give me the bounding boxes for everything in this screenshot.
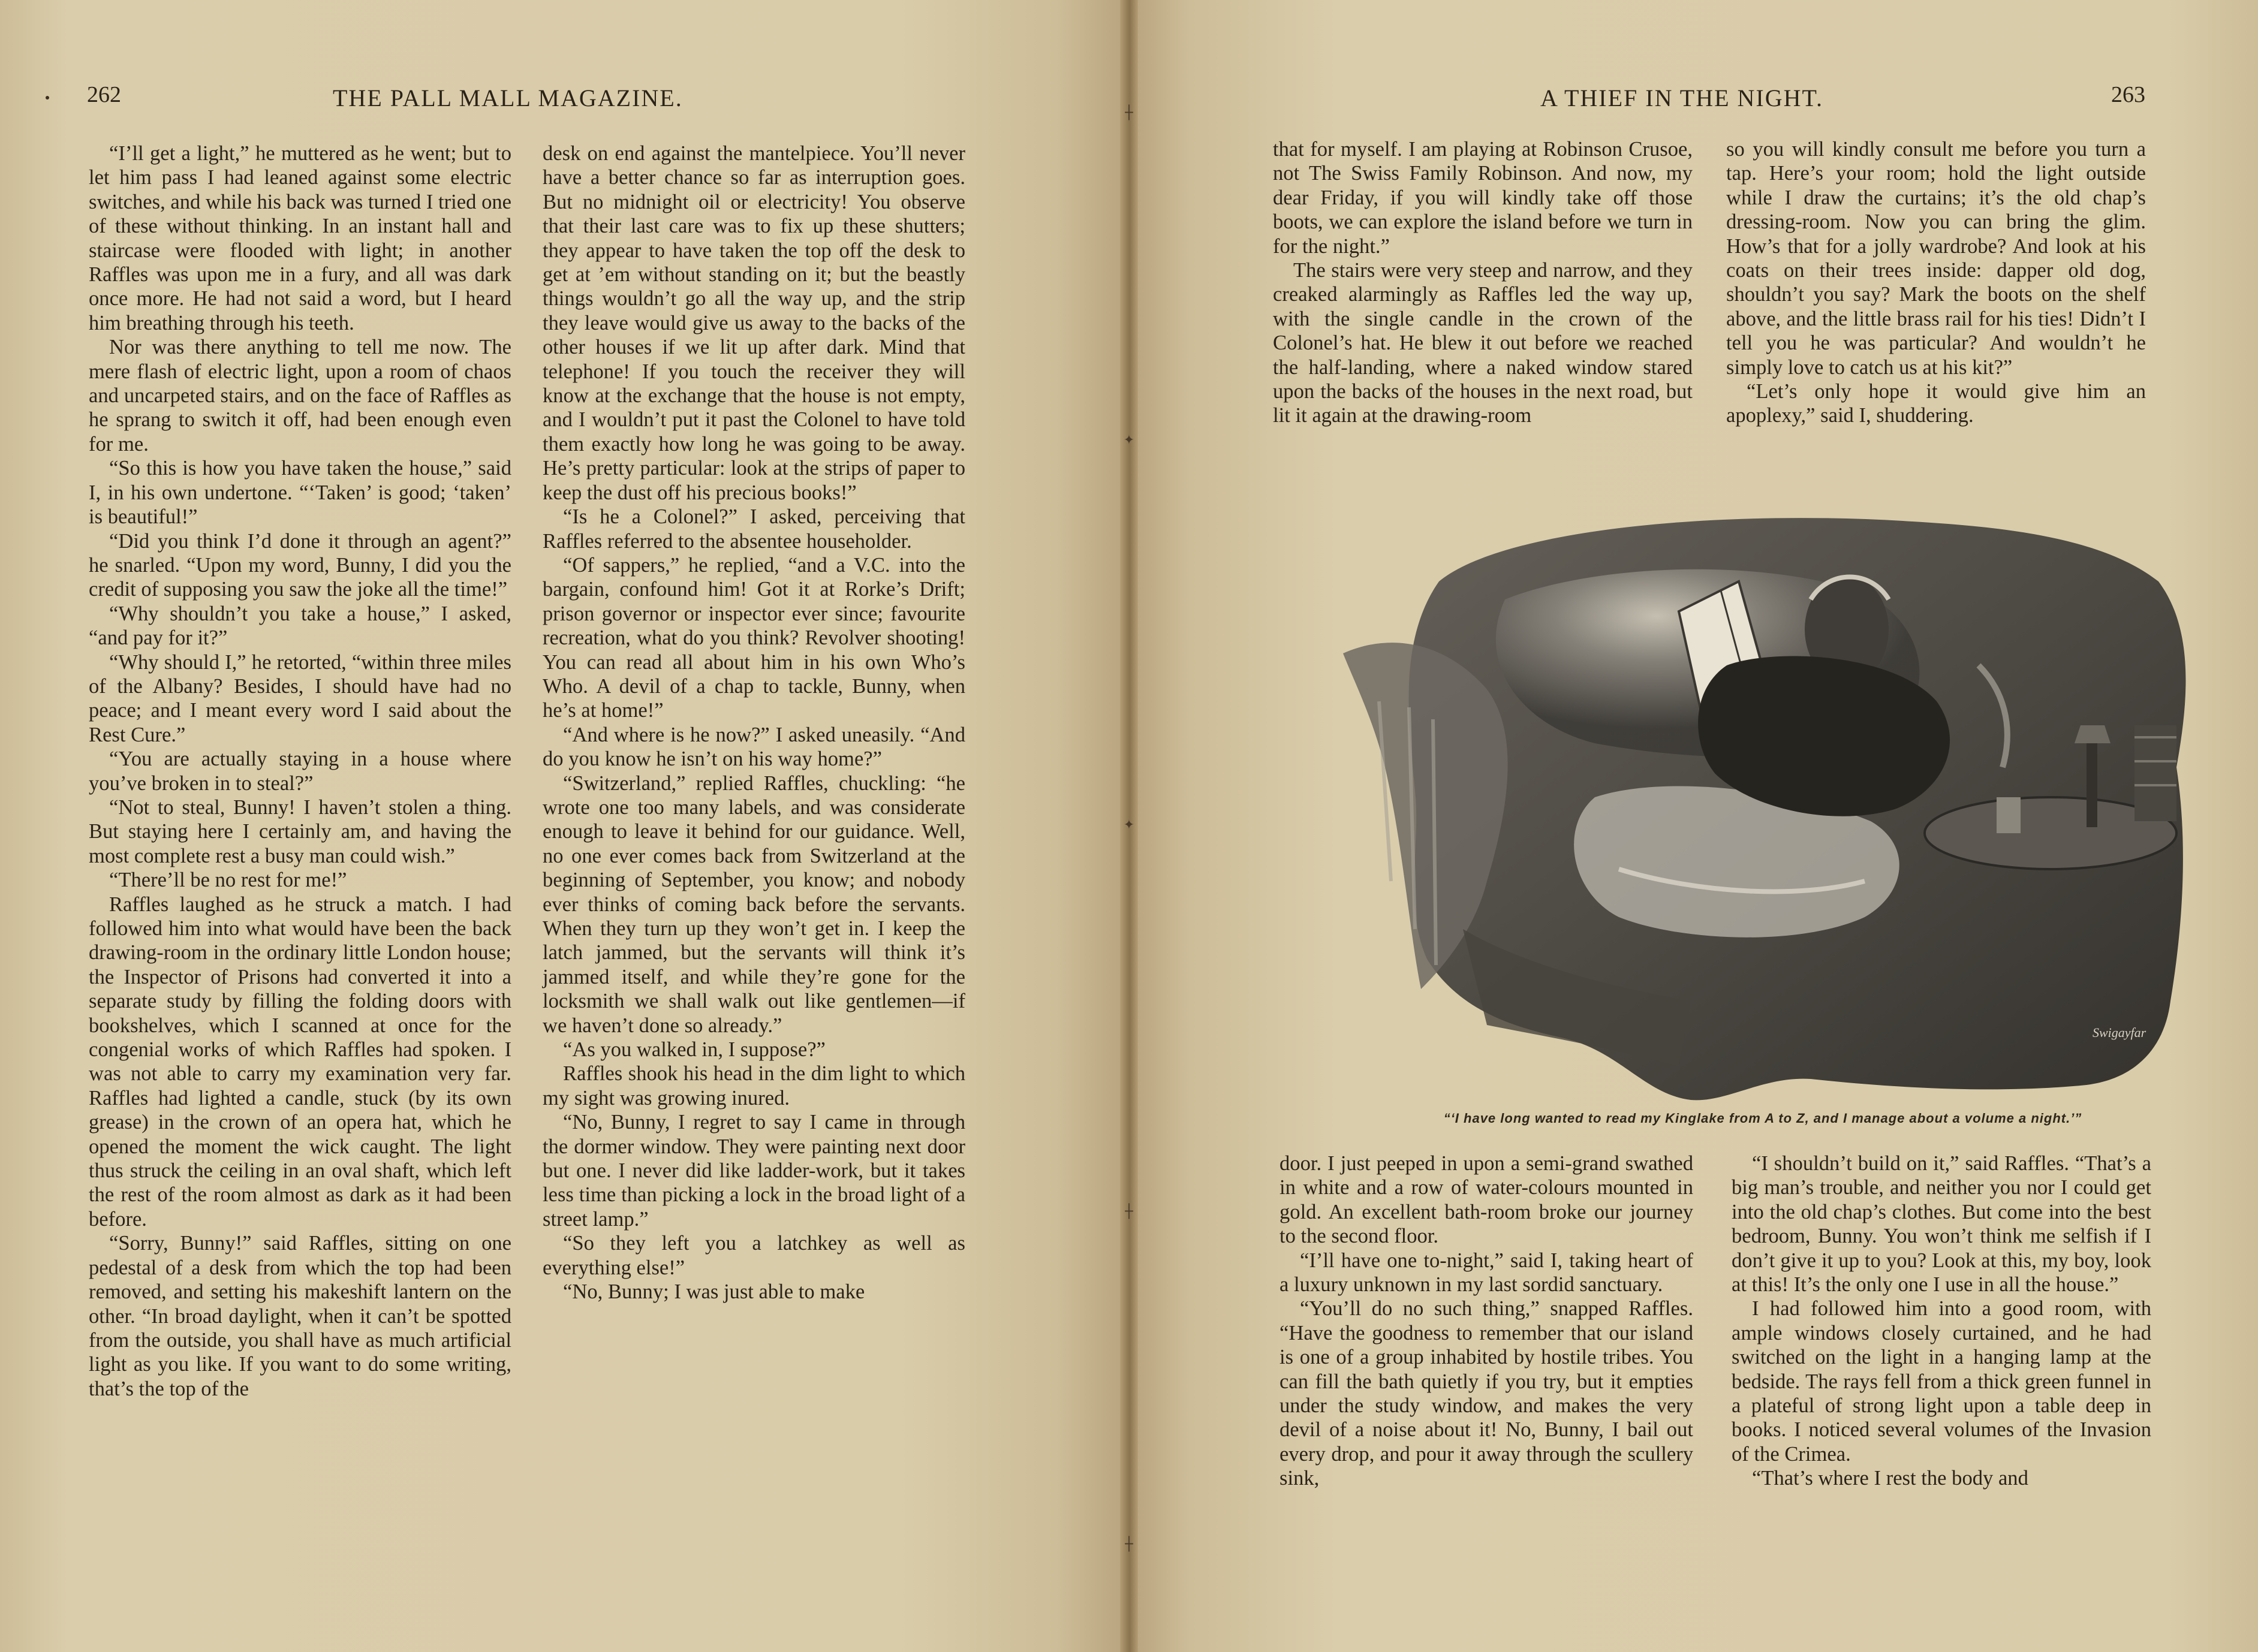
illustration-signature: Swigayfar — [2093, 1025, 2146, 1040]
paragraph: “You are actually staying in a house where you’ve broken in to steal?” — [89, 747, 511, 795]
illustration-reading-in-bed — [1307, 510, 2212, 1103]
paragraph: “I’ll get a light,” he muttered as he went; but to let him pass I had leaned against some electric switches, and while his back was turned I tried one of these without thinking. In an instant hall and staircase were flooded with light; in another Raffles was upon me in a fury, and all was dark once more. He had not said a word, but I heard him breathing through his teeth. — [89, 142, 511, 334]
paragraph: “No, Bunny, I regret to say I came in through the dormer window. They were painting next door but one. I never did like ladder-work, but it takes less time than picking a lock in the broad light of a street lamp.” — [543, 1111, 965, 1231]
paragraph: “Why shouldn’t you take a house,” I asked, “and pay for it?” — [89, 602, 511, 650]
right-page-column-2-top — [1726, 137, 2146, 428]
paragraph: “As you walked in, I suppose?” — [563, 1038, 826, 1062]
paragraph: so you will kindly consult me before you turn a tap. Here’s your room; hold the light outside while I draw the curtains; it’s the old chap’s dressing-room. Now you can bring the glim. How’s that for a jolly wardrobe? And look at his coats on their trees inside: dapper old dog, shouldn’t you say? Mark the boots on the shelf above, and the little brass rail for his ties! Didn’t I tell you he was particular? And wouldn’t he simply love to catch us at his kit?” — [1726, 138, 2146, 379]
paragraph: “I’ll have one to-night,” said I, taking heart of a luxury unknown in my last sordid sanctuary. — [1279, 1249, 1693, 1297]
paragraph: “Did you think I’d done it through an agent?” he snarled. “Upon my word, Bunny, I did you the credit of supposing you saw the joke all the time!” — [89, 529, 511, 601]
paragraph: desk on end against the mantelpiece. You’ll never have a better chance so far as interruption goes. But no midnight oil or electricity! You observe that their last care was to fix up these shutters; they appear to have taken the top off the desk to get at ’em without standing on it; but the beastly things wouldn’t go all the way up, and the strip they leave would give us away to the backs of the other houses if we lit up after dark. Mind that telephone! If you touch the receiver they will know at the exchange that the house is not empty, and I wouldn’t put it past the Colonel to have told them exactly how long he was going to be away. He’s pretty particular: look at the strips of paper to keep the dust off his precious books!” — [543, 142, 965, 504]
binding-stitch: ✦ — [1123, 433, 1135, 448]
paragraph: “So this is how you have taken the house,” said I, in his own undertone. “‘Taken’ is good; ‘taken’ is beautiful!” — [89, 457, 511, 529]
paragraph: “Not to steal, Bunny! I haven’t stolen a thing. But staying here I certainly am, and having the most complete rest a busy man could wish.” — [89, 795, 511, 867]
margin-dot — [46, 96, 49, 100]
right-page-column-1-bottom — [1279, 1151, 1693, 1491]
left-page-column-2 — [543, 141, 965, 1304]
paragraph: “And where is he now?” I asked uneasily. “And do you know he isn’t on his way home?” — [543, 723, 965, 771]
binding-stitch: ┼ — [1125, 1204, 1133, 1219]
paragraph: The stairs were very steep and narrow, and they creaked alarmingly as Raffles led the way up, with the single candle in the crown of the Colonel’s hat. He blew it out before we reached the half-landing, where a naked window stared upon the backs of the houses in the next road, but lit it again at the drawing-room — [1273, 259, 1693, 427]
illustration-caption: “‘I have long wanted to read my Kinglake from A to Z, and I manage about a volume a night.’” — [1443, 1111, 2082, 1126]
binding-stitch: ┼ — [1125, 105, 1133, 120]
paragraph: “Sorry, Bunny!” said Raffles, sitting on one pedestal of a desk from which the top had been removed, and setting his makeshift lantern on the other. “In broad daylight, when it can’t be spotted from the outside, you shall have as much artificial light as you like. If you want to do some writing, that’s the top of the — [89, 1232, 511, 1400]
paragraph: “You’ll do no such thing,” snapped Raffles. “Have the goodness to remember that our island is one of a group inhabited by hostile tribes. You can fill the bath quietly if you try, but it empties under the study window, and makes the very devil of a noise about it! No, Bunny, I bail out every drop, and pour it away through the scullery sink, — [1279, 1297, 1693, 1490]
right-page-column-2-bottom — [1732, 1151, 2151, 1491]
binding-stitch: ┼ — [1125, 1537, 1133, 1552]
paragraph: “No, Bunny; I was just able to make — [563, 1280, 865, 1304]
page-number-right: 263 — [2111, 82, 2145, 107]
paragraph: “That’s where I rest the body and — [1752, 1467, 2028, 1490]
page-number-left: 262 — [87, 82, 121, 107]
paragraph: “Is he a Colonel?” I asked, perceiving that Raffles referred to the absentee householder. — [543, 505, 965, 553]
paragraph: door. I just peeped in upon a semi-grand swathed in white and a row of water-colours mounted in gold. An excellent bath-room broke our journey to the second floor. — [1279, 1152, 1693, 1248]
left-page-column-1 — [89, 141, 511, 1401]
right-page-column-1-top — [1273, 137, 1693, 428]
paragraph: “Why should I,” he retorted, “within three miles of the Albany? Besides, I should have had no peace; and I meant every word I said about the Rest Cure.” — [89, 650, 511, 746]
paragraph: that for myself. I am playing at Robinson Crusoe, not The Swiss Family Robinson. And now, my dear Friday, if you will kindly take off those boots, we can explore the island before we turn in for the night.” — [1273, 138, 1693, 258]
paragraph: “There’ll be no rest for me!” — [109, 869, 347, 892]
paragraph: Raffles laughed as he struck a match. I had followed him into what would have been the back drawing-room in the ordinary little London house; the Inspector of Prisons had converted it into a separate study by filling the folding doors with bookshelves, which I scanned at once for the congenial works of which Raffles had spoken. I was not able to carry my examination very far. Raffles had lighted a candle, stuck (by its own grease) in the crown of an opera hat, which he opened the moment the wick caught. The light thus struck the ceiling in an oval shaft, which left the rest of the room almost as dark as it had been before. — [89, 893, 511, 1231]
running-head-left: THE PALL MALL MAGAZINE. — [333, 85, 683, 111]
running-head-right: A THIEF IN THE NIGHT. — [1540, 85, 1823, 111]
paragraph: “I shouldn’t build on it,” said Raffles. “That’s a big man’s trouble, and neither you nor I could get into the old chap’s clothes. But come into the best bedroom, Bunny. You won’t think me selfish if I don’t give it up to you? Look at this, my boy, look at this! It’s the only one I use in all the house.” — [1732, 1152, 2151, 1297]
left-page — [0, 0, 1124, 1652]
paragraph: “So they left you a latchkey as well as everything else!” — [543, 1232, 965, 1279]
binding-stitch: ✦ — [1123, 818, 1135, 833]
paragraph: “Let’s only hope it would give him an apoplexy,” said I, shuddering. — [1726, 380, 2146, 427]
paragraph: Nor was there anything to tell me now. The mere flash of electric light, upon a room of chaos and uncarpeted stairs, and on the face of Raffles as he sprang to switch it off, had been enough even for me. — [89, 336, 511, 456]
paragraph: I had followed him into a good room, with ample windows closely curtained, and he had switched on the light in a hanging lamp at the bedside. The rays fell from a thick green funnel in a plateful of strong light upon a table deep in books. I noticed several volumes of the Invasion of the Crimea. — [1732, 1297, 2151, 1466]
paragraph: “Of sappers,” he replied, “and a V.C. into the bargain, confound him! Got it at Rorke’s Drift; prison governor or inspector ever since; favourite recreation, what do you think? Revolver shooting! You can read all about him in his own Who’s Who. A devil of a chap to tackle, Bunny, when he’s at home!” — [543, 553, 965, 722]
paragraph: Raffles shook his head in the dim light to which my sight was growing inured. — [543, 1062, 965, 1110]
paragraph: “Switzerland,” replied Raffles, chuckling: “he wrote one too many labels, and was considerate enough to leave it behind for our guidance. Well, no one ever comes back from Switzerland at the beginning of September, you know; and nobody ever thinks of coming back before the servants. When they turn up they won’t get in. I keep the latch jammed, but the servants will think it’s jammed itself, and while they’re gone for the locksmith we shall walk out like gentlemen—if we haven’t done so already.” — [543, 771, 965, 1037]
